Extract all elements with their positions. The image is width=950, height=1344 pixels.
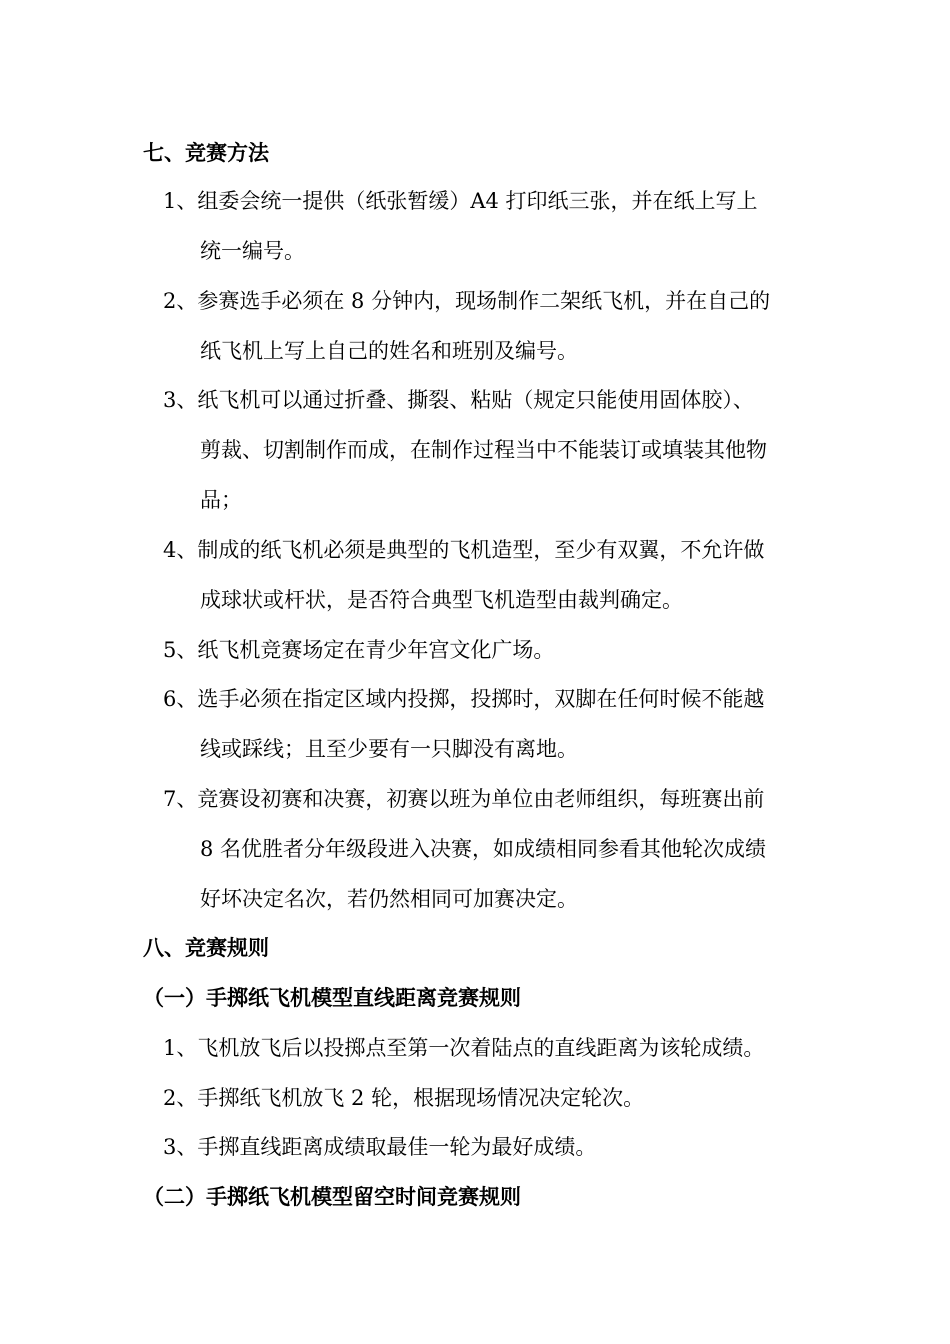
section-7-item-6-line-2: 线或踩线；且至少要有一只脚没有离地。 xyxy=(200,737,578,761)
section-8-sub-1-item-1: 1、飞机放飞后以投掷点至第一次着陆点的直线距离为该轮成绩。 xyxy=(163,1036,765,1060)
section-7-item-1-line-2: 统一编号。 xyxy=(200,239,305,263)
section-7-heading: 七、竞赛方法 xyxy=(143,141,269,165)
section-7-item-3-line-1: 3、纸飞机可以通过折叠、撕裂、粘贴（规定只能使用固体胶）、 xyxy=(163,388,754,412)
section-8-sub-1-item-3: 3、手掷直线距离成绩取最佳一轮为最好成绩。 xyxy=(163,1135,597,1159)
section-7-item-1-line-1: 1、组委会统一提供（纸张暂缓）A4 打印纸三张，并在纸上写上 xyxy=(163,189,758,213)
section-8-sub-1-item-2: 2、手掷纸飞机放飞 2 轮，根据现场情况决定轮次。 xyxy=(163,1086,645,1110)
section-7-item-4-line-2: 成球状或杆状，是否符合典型飞机造型由裁判确定。 xyxy=(200,588,683,612)
section-7-item-6-line-1: 6、选手必须在指定区域内投掷，投掷时，双脚在任何时候不能越 xyxy=(163,687,765,711)
section-8-heading: 八、竞赛规则 xyxy=(143,936,269,960)
section-7-item-2-line-1: 2、参赛选手必须在 8 分钟内，现场制作二架纸飞机，并在自己的 xyxy=(163,289,771,313)
section-8-sub-1-heading: （一）手掷纸飞机模型直线距离竞赛规则 xyxy=(143,986,521,1010)
section-7-item-3-line-2: 剪裁、切割制作而成，在制作过程当中不能装订或填装其他物 xyxy=(200,438,767,462)
section-7-item-7-line-1: 7、竞赛设初赛和决赛，初赛以班为单位由老师组织，每班赛出前 xyxy=(163,787,765,811)
section-7-item-5-line-1: 5、纸飞机竞赛场定在青少年宫文化广场。 xyxy=(163,638,555,662)
section-7-item-7-line-3: 好坏决定名次，若仍然相同可加赛决定。 xyxy=(200,887,578,911)
section-7-item-4-line-1: 4、制成的纸飞机必须是典型的飞机造型，至少有双翼，不允许做 xyxy=(163,538,765,562)
section-7-item-2-line-2: 纸飞机上写上自己的姓名和班别及编号。 xyxy=(200,339,578,363)
section-8-sub-2-heading: （二）手掷纸飞机模型留空时间竞赛规则 xyxy=(143,1185,521,1209)
section-7-item-3-line-3: 品； xyxy=(200,488,242,512)
section-7-item-7-line-2: 8 名优胜者分年级段进入决赛，如成绩相同参看其他轮次成绩 xyxy=(200,837,767,861)
